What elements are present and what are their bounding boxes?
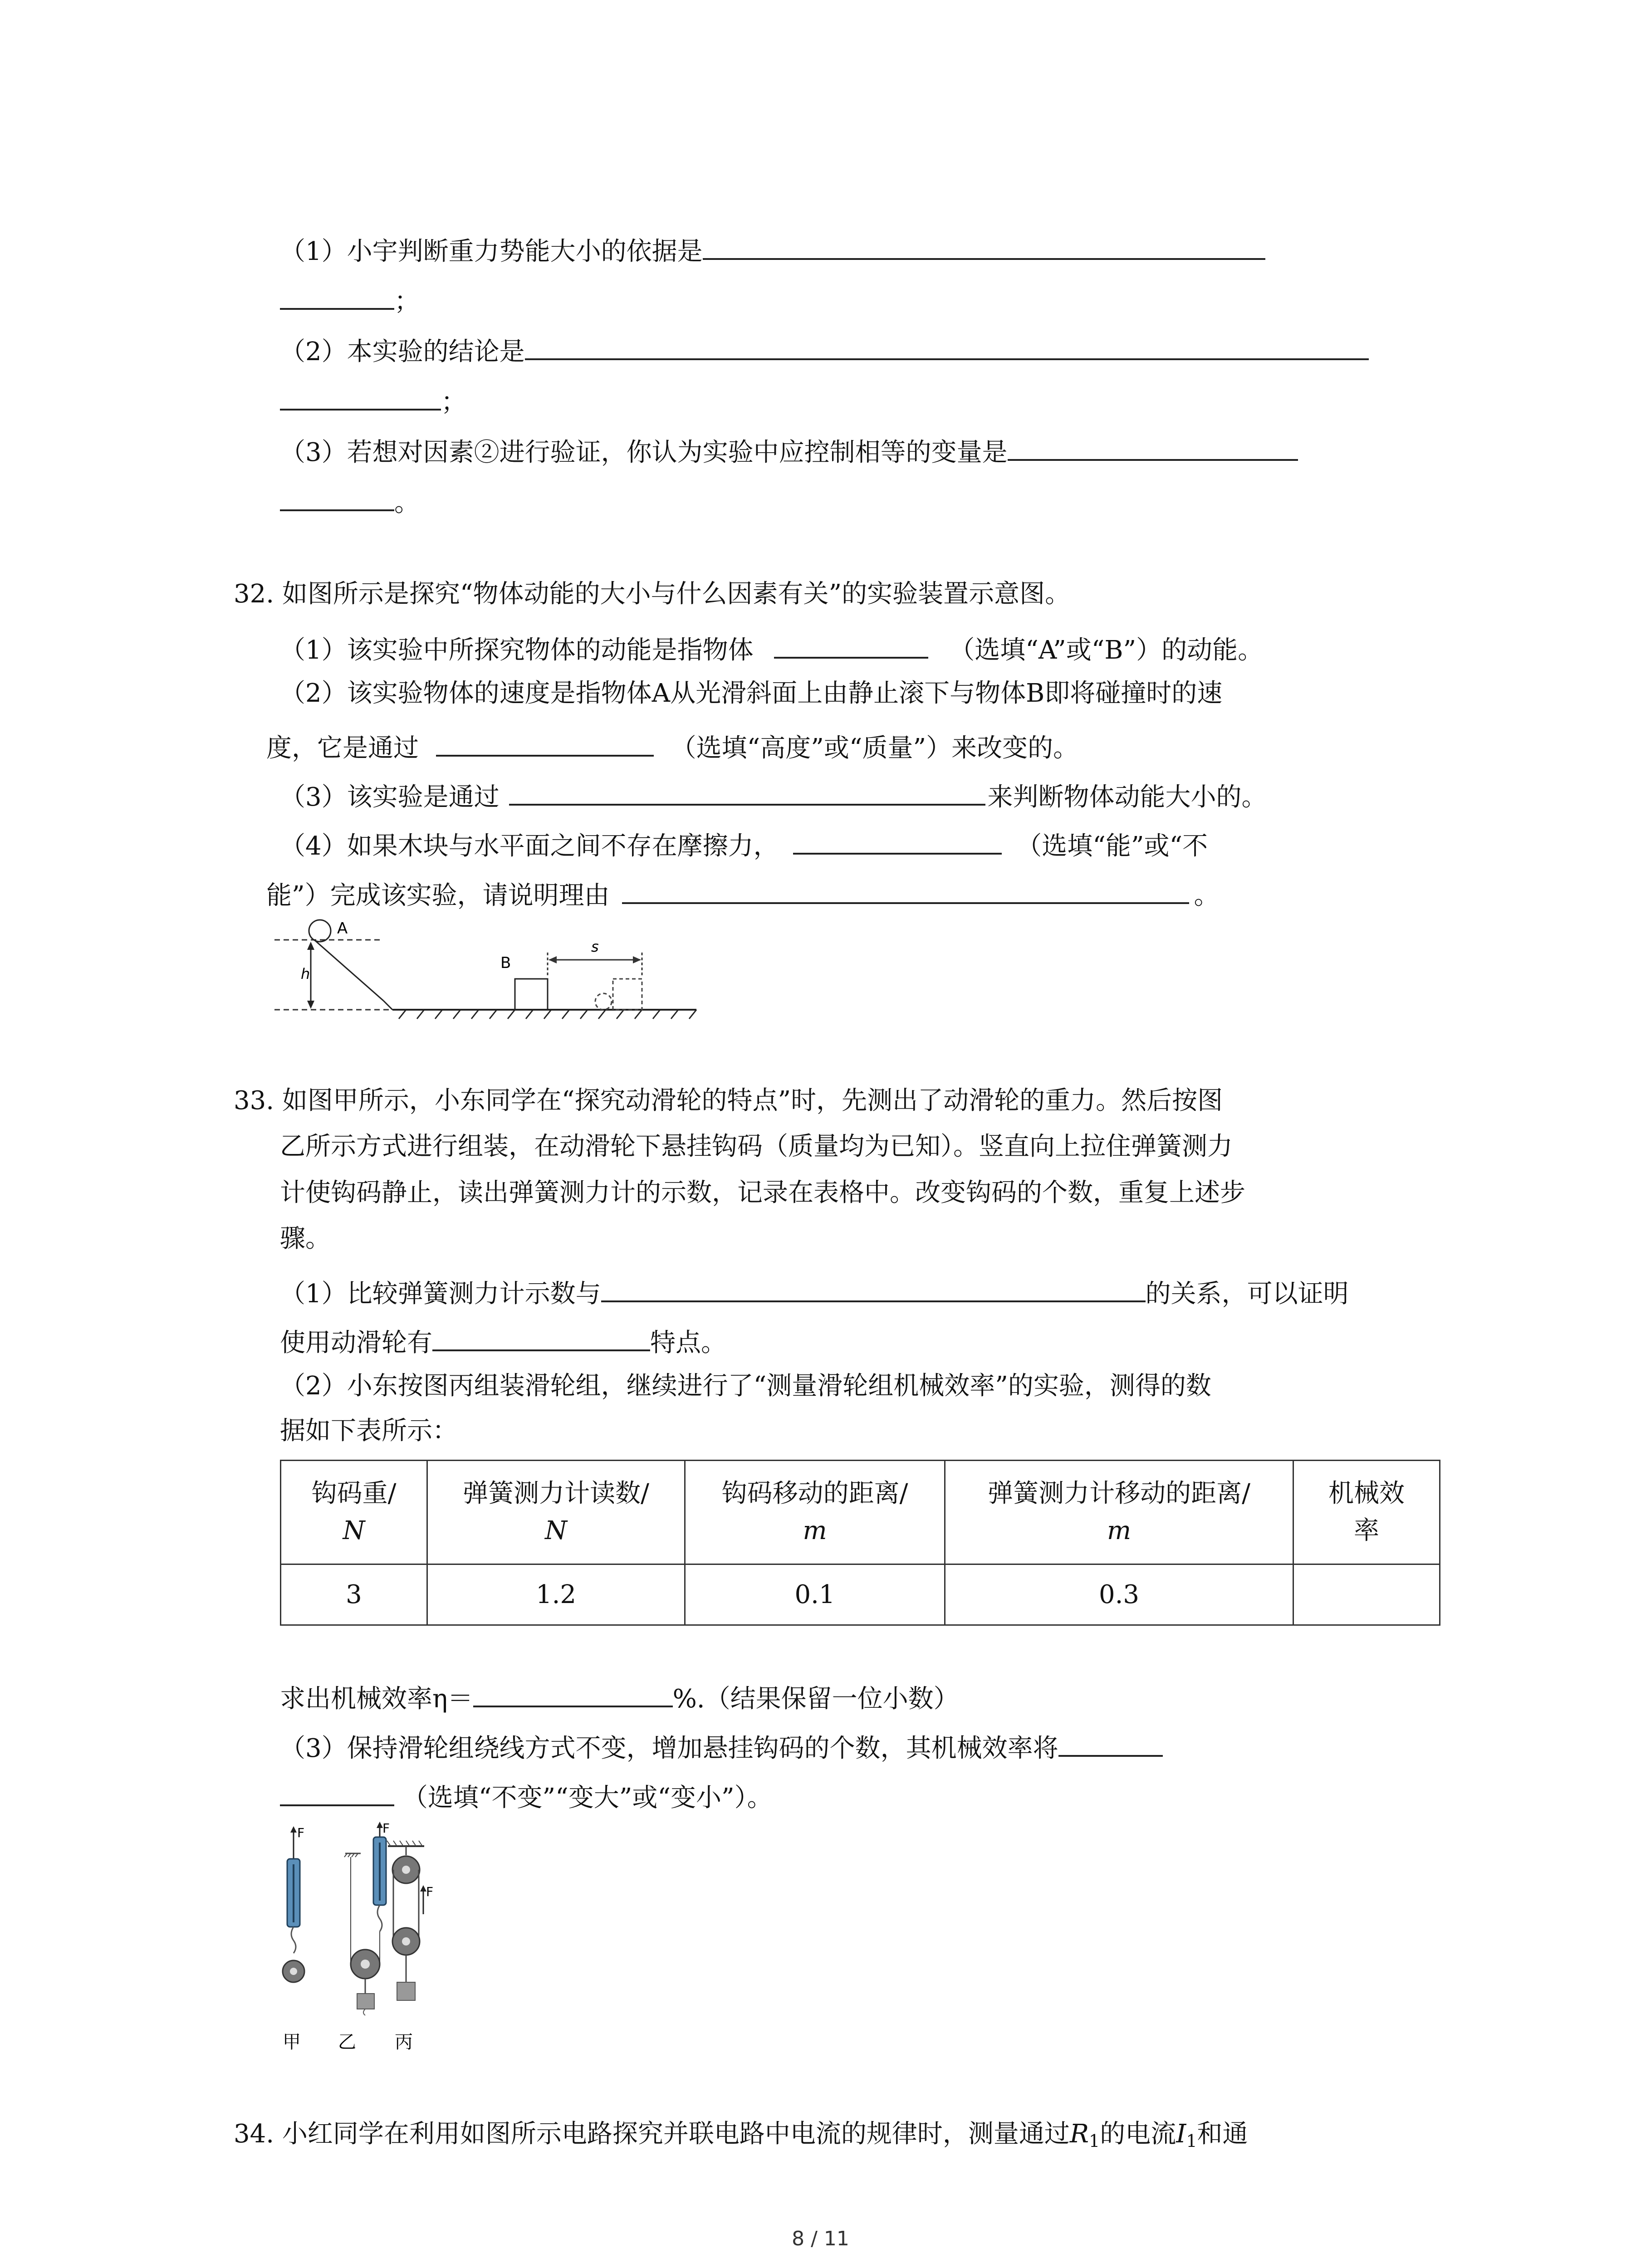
distance-arrow-right: [633, 956, 641, 963]
q33-efficiency-blank[interactable]: [473, 1673, 673, 1707]
ball-dashed: [595, 993, 612, 1010]
q31-answer1-blank-cont[interactable]: [280, 275, 394, 310]
q31-answer3-blank[interactable]: [1008, 426, 1298, 461]
q33-answer1-blank[interactable]: [601, 1268, 1146, 1302]
q31-part1: [280, 225, 1265, 272]
incline-bottom: [383, 1001, 392, 1010]
q31-part3-cont: 。: [280, 477, 420, 523]
q31-answer3-blank-cont[interactable]: [280, 477, 394, 511]
q32-part2-cont: 度，它是通过 （选填“高度”或“质量”）来改变的。: [266, 722, 1078, 769]
table-header-cell: 弹簧测力计读数/ N: [427, 1461, 685, 1564]
q33-efficiency: 求出机械效率η＝ %.（结果保留一位小数）: [280, 1673, 959, 1720]
table-header-cell: 弹簧测力计移动的距离/ m: [945, 1461, 1293, 1564]
block-b: [515, 979, 548, 1010]
q33-stem-line2: 乙所示方式进行组装，在动滑轮下悬挂钩码（质量均为已知）。竖直向上拉住弹簧测力: [280, 1132, 1233, 1161]
table-cell: 0.1: [685, 1564, 945, 1625]
table-cell[interactable]: [1293, 1564, 1440, 1625]
q32-stem: 32. 如图所示是探究“物体动能的大小与什么因素有关”的实验装置示意图。: [234, 579, 1071, 609]
ground-hatching: [399, 1010, 696, 1019]
q34-stem: 34. 小红同学在利用如图所示电路探究并联电路中电流的规律时，测量通过$R_1$的电流$I_1$和通: [234, 2119, 1248, 2151]
q32-answer4-blank[interactable]: [793, 820, 1002, 855]
q32-figure: [270, 912, 705, 1030]
table-header-cell: 钩码移动的距离/ m: [685, 1461, 945, 1564]
label-f-jia: F: [297, 1825, 305, 1840]
q31-answer2-blank-cont[interactable]: [280, 376, 441, 411]
label-s: s: [591, 938, 599, 955]
q33-part1-cont: 使用动滑轮有 特点。: [280, 1317, 726, 1364]
table-cell: 0.3: [945, 1564, 1293, 1625]
block-moved-dashed: [613, 979, 642, 1010]
q32-part3: （3）该实验是通过 来判断物体动能大小的。: [280, 771, 1267, 818]
figure-jia: [283, 1825, 304, 1982]
q31-part1-text: （1）小宇判断重力势能大小的依据是: [280, 237, 703, 266]
table-header-cell: 机械效 率: [1293, 1461, 1440, 1564]
label-b: B: [500, 954, 511, 972]
caption-bing: 丙: [395, 2032, 413, 2053]
q31-answer2-blank[interactable]: [525, 326, 1369, 360]
q33-part3: （3）保持滑轮组绕线方式不变，增加悬挂钩码的个数，其机械效率将: [280, 1722, 1163, 1769]
ball-a: [309, 920, 331, 942]
data-table: [280, 1460, 1440, 1626]
q32-answer3-blank[interactable]: [509, 771, 985, 806]
q32-answer1-blank[interactable]: [774, 624, 928, 659]
q33-stem-line4: 骤。: [280, 1224, 331, 1253]
q33-part3-cont: （选填“不变”“变大”或“变小”）。: [280, 1772, 773, 1818]
q33-part2-cont: 据如下表所示：: [280, 1416, 458, 1446]
q33-stem-line3: 计使钩码静止，读出弹簧测力计的示数，记录在表格中。改变钩码的个数，重复上述步: [280, 1178, 1245, 1207]
height-arrow-up: [307, 942, 314, 950]
q31-answer1-blank[interactable]: [703, 225, 1265, 260]
label-f-bing: F: [426, 1884, 434, 1899]
label-h: h: [301, 965, 310, 982]
label-a: A: [337, 919, 348, 938]
q31-part2: （2）本实验的结论是: [280, 326, 1369, 372]
q31-part2-cont: ；: [280, 376, 466, 423]
q33-figure: [265, 1819, 456, 2064]
q33-answer3-blank[interactable]: [1058, 1722, 1163, 1757]
q32-answer2-blank[interactable]: [436, 722, 654, 757]
figure-yi: [344, 1821, 390, 2015]
q32-part2: （2）该实验物体的速度是指物体A从光滑斜面上由静止滚下与物体B即将碰撞时的速: [280, 679, 1223, 708]
caption-yi: 乙: [338, 2032, 356, 2053]
table-row: [281, 1564, 1440, 1625]
table-header-row: [281, 1461, 1440, 1564]
incline-surface: [315, 941, 383, 1001]
table-header-cell: 钩码重/ N: [281, 1461, 427, 1564]
q33-part2: （2）小东按图丙组装滑轮组，继续进行了“测量滑轮组机械效率”的实验，测得的数: [280, 1371, 1211, 1401]
q33-answer3-blank-cont[interactable]: [280, 1772, 394, 1806]
table-cell: 3: [281, 1564, 427, 1625]
q32-answer5-blank[interactable]: [622, 870, 1189, 904]
figure-bing: [387, 1841, 433, 2000]
page-number: 8 / 11: [792, 2227, 849, 2250]
q33-stem-line1: 33. 如图甲所示，小东同学在“探究动滑轮的特点”时，先测出了动滑轮的重力。然后按图: [234, 1086, 1223, 1115]
q31-part1-cont: ；: [280, 275, 420, 322]
q33-part1: （1）比较弹簧测力计示数与 的关系，可以证明: [280, 1268, 1349, 1315]
height-arrow-down: [307, 1001, 314, 1009]
q32-part4-cont: 能”）完成该实验，请说明理由 。: [266, 870, 1219, 916]
q33-answer2-blank[interactable]: [432, 1317, 650, 1351]
distance-arrow-left: [549, 956, 557, 963]
q32-part4: （4）如果木块与水平面之间不存在摩擦力， （选填“能”或“不: [280, 820, 1208, 867]
table-cell: 1.2: [427, 1564, 685, 1625]
q31-part3: （3）若想对因素②进行验证，你认为实验中应控制相等的变量是: [280, 426, 1298, 473]
label-f-yi: F: [382, 1821, 390, 1836]
caption-jia: 甲: [283, 2032, 301, 2053]
q32-part1: （1）该实验中所探究物体的动能是指物体 （选填“A”或“B”）的动能。: [280, 624, 1263, 671]
